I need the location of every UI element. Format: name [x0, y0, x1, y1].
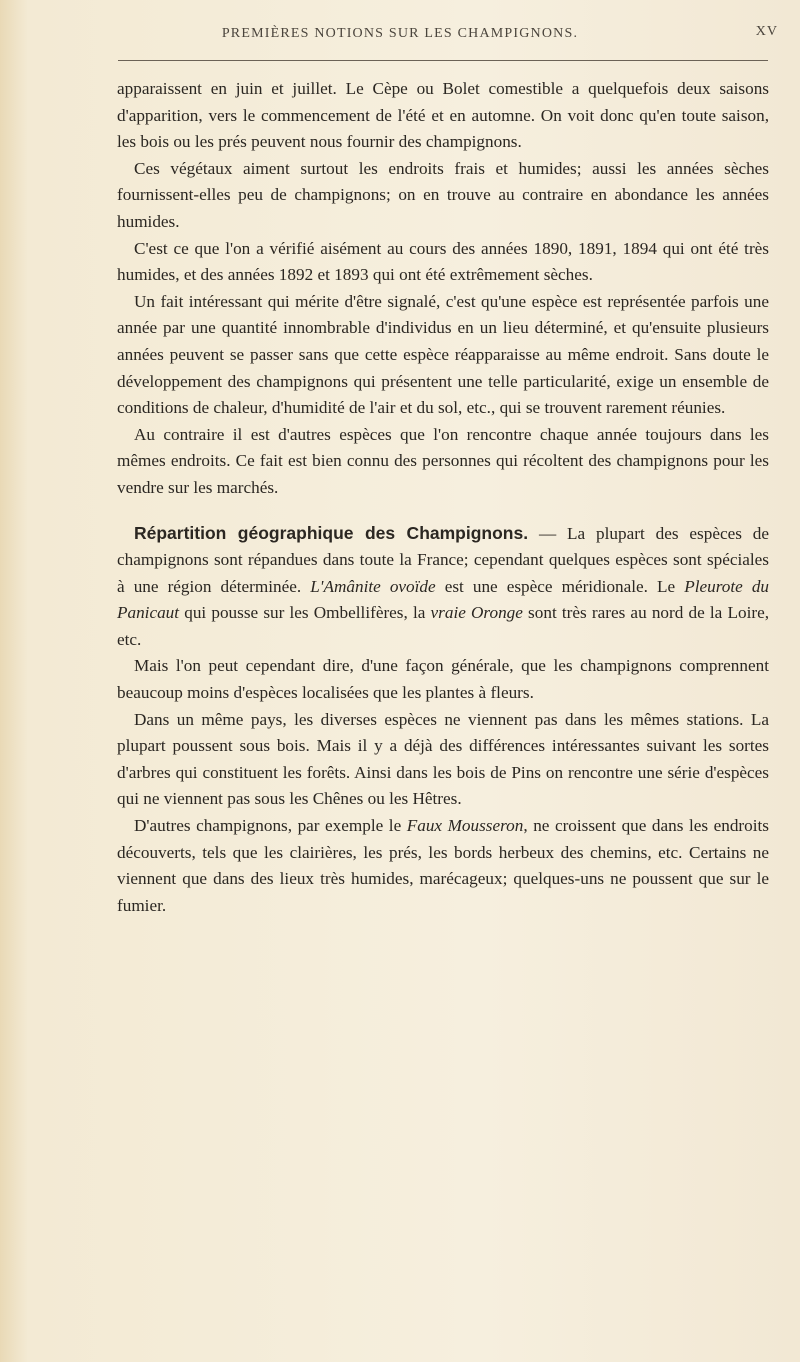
header-rule	[118, 60, 768, 61]
section-title: Répartition géographique des Champignons.	[134, 522, 529, 543]
species-name: L'Amânite ovoïde	[310, 576, 436, 596]
species-name: Faux Mousseron	[406, 816, 524, 836]
page-number: XV	[755, 24, 778, 39]
running-head: PREMIÈRES NOTIONS SUR LES CHAMPIGNONS.	[221, 26, 579, 41]
paragraph: Au contraire il est d'autres espèces que l'on rencontre chaque année toujours dans les mêmes endroits. Ce fait est bien connu des personnes qui récoltent des champignons pour les vendre sur les marchés.	[117, 424, 769, 497]
species-name: Pleurote du Panicaut	[117, 576, 770, 623]
paragraph: apparaissent en juin et juillet. Le Cèpe ou Bolet comestible a quelquefois deux saisons d'apparition, vers le commencement de l'été et en automne. On voit donc qu'en toute saison, les bois ou les prés peuvent nous fournir des champignons.	[117, 79, 769, 152]
species-name: vraie Oronge	[430, 603, 523, 623]
section-paragraph: Répartition géographique des Champignons. — La plupart des espèces de champignons sont répandues dans toute la France; cependant quelques espèces sont spéciales à une région déterminée. L'Amânite ovoïde est une espèce méridionale. Le Pleurote du Panicaut qui pousse sur les Ombellifères, la vraie Oronge sont très rares au nord de la Loire, etc.	[117, 522, 770, 649]
body-text	[117, 76, 769, 919]
paragraph: Mais l'on peut cependant dire, d'une façon générale, que les champignons comprennent beaucoup moins d'espèces localisées que les plantes à fleurs.	[117, 656, 769, 703]
paragraph: Ces végétaux aiment surtout les endroits frais et humides; aussi les années sèches fournissent-elles peu de champignons; on en trouve au contraire en abondance les années humides.	[117, 158, 769, 231]
paragraph: Dans un même pays, les diverses espèces ne viennent pas dans les mêmes stations. La plupart poussent sous bois. Mais il y a déjà des différences intéressantes suivant les sortes d'arbres qui constituent les forêts. Ainsi dans les bois de Pins on rencontre une série d'espèces qui ne viennent pas sous les Chênes ou les Hêtres.	[117, 709, 769, 809]
paragraph: Un fait intéressant qui mérite d'être signalé, c'est qu'une espèce est représentée parfois une année par une quantité innombrable d'individus en un lieu déterminé, et qu'ensuite plusieurs années peuvent se passer sans que cette espèce réapparaisse au même endroit. Sans doute le développement des champignons qui présentent une telle particularité, exige un ensemble de conditions de chaleur, d'humidité de l'air et du sol, etc., qui se trouvent rarement réunies.	[117, 291, 769, 418]
paragraph: D'autres champignons, par exemple le Faux Mousseron, ne croissent que dans les endroits découverts, tels que les clairières, les prés, les bords herbeux des chemins, etc. Certains ne viennent que dans des lieux très humides, marécageux; quelques-uns ne poussent que sur le fumier.	[117, 816, 769, 915]
paragraph: C'est ce que l'on a vérifié aisément au cours des années 1890, 1891, 1894 qui ont été très humides, et des années 1892 et 1893 qui ont été extrêmement sèches.	[117, 238, 769, 285]
